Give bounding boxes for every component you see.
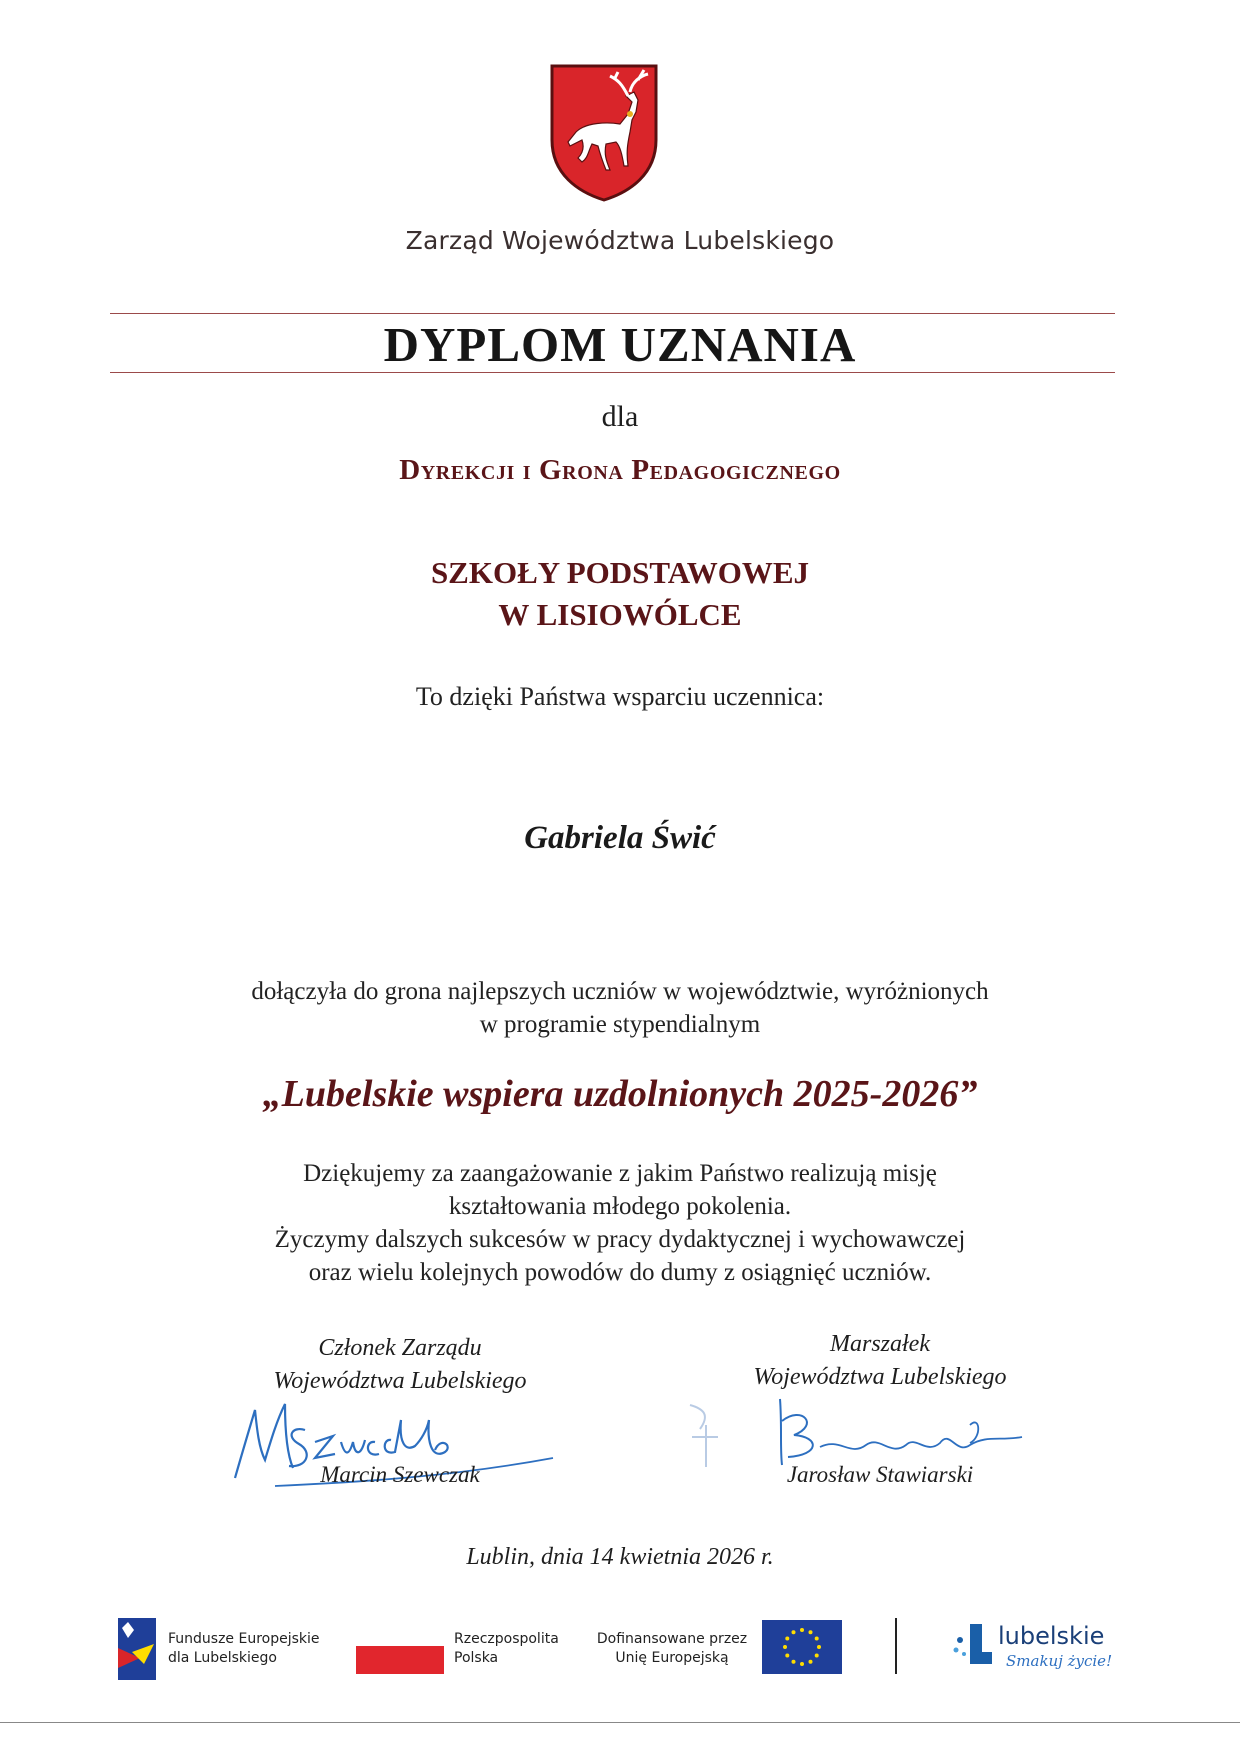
issuer-name: Zarząd Województwa Lubelskiego [405,226,835,255]
thanks-line: kształtowania młodego pokolenia. [448,1193,792,1220]
left-signatory-name: Marcin Szewczak [320,1462,480,1487]
coat-of-arms-icon [548,62,660,202]
eu-cofinanced-label [592,1630,752,1668]
footer-divider [895,1618,897,1674]
support-line: To dzięki Państwa wsparciu uczennica: [415,682,825,711]
eu-line-1: Dofinansowane przez [596,1631,748,1647]
eu-line-2: Unię Europejską [615,1650,729,1666]
bottom-edge-line [0,1722,1240,1723]
thanks-paragraph [0,1157,1240,1289]
rp-line-2: Polska [454,1650,499,1666]
achievement-line-1: dołączyła do grona najlepszych uczniów w województwie, wyróżnionych [251,978,989,1005]
diploma-title: DYPLOM UZNANIA [383,317,857,372]
thanks-line: Życzymy dalszych sukcesów w pracy dydaktycznej i wychowawczej [274,1226,966,1253]
polish-flag-icon [356,1646,444,1674]
left-role-line-1: Członek Zarządu [318,1335,482,1361]
student-name: Gabriela Świć [524,820,716,856]
lubelskie-wordmark: lubelskie [998,1622,1105,1650]
thanks-line: oraz wielu kolejnych powodów do dumy z osiągnięć uczniów. [308,1259,932,1286]
eu-funds-logo-icon [118,1618,156,1680]
eu-funds-label [168,1630,320,1668]
left-signatory-role [210,1332,590,1398]
title-bottom-rule [110,372,1115,373]
school-name-line-1: SZKOŁY PODSTAWOWEJ [430,555,810,590]
thanks-line: Dziękujemy za zaangażowanie z jakim Państwo realizują misję [303,1160,937,1187]
program-name: „Lubelskie wspiera uzdolnionych 2025-2026” [262,1073,978,1115]
achievement-line-2: w programie stypendialnym [479,1011,761,1038]
title-top-rule [110,313,1115,314]
right-signatory-name: Jarosław Stawiarski [786,1462,974,1487]
left-role-line-2: Województwa Lubelskiego [273,1368,527,1394]
rzeczpospolita-label [454,1630,559,1668]
recipient-line: Dyrekcji i Grona Pedagogicznego [399,454,841,486]
lubelskie-slogan: Smakuj życie! [1006,1652,1113,1670]
eu-funds-line-2: dla Lubelskiego [168,1650,277,1666]
place-and-date: Lublin, dnia 14 kwietnia 2026 r. [466,1544,774,1570]
right-role-line-1: Marszałek [830,1331,930,1357]
eu-funds-line-1: Fundusze Europejskie [168,1631,320,1647]
for-word: dla [601,400,639,433]
school-name-line-2: W LISIOWÓLCE [498,597,742,632]
rp-line-1: Rzeczpospolita [454,1631,559,1647]
right-role-line-2: Województwa Lubelskiego [753,1364,1007,1390]
lubelskie-logo-icon [952,1622,992,1668]
eu-flag-icon [762,1620,842,1674]
